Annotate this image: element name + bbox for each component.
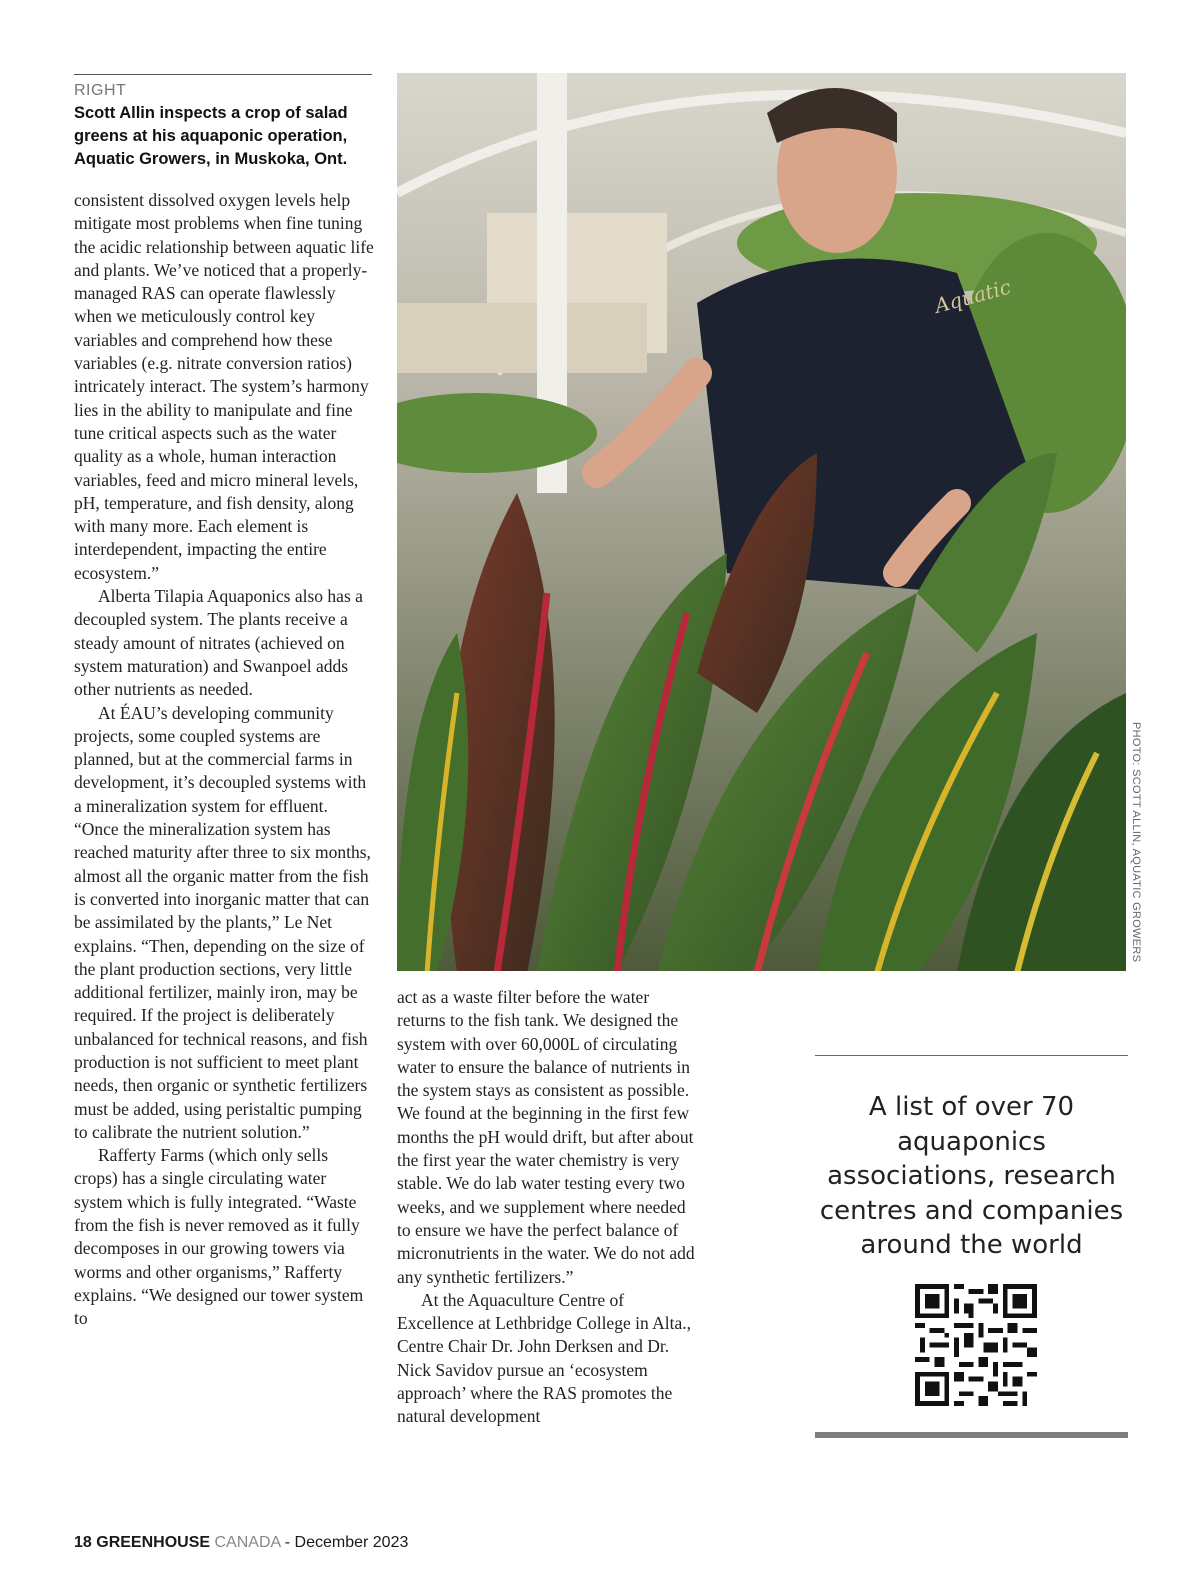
ad-bottom-rule (815, 1432, 1128, 1438)
page-number: 18 (74, 1534, 92, 1551)
issue-date: - December 2023 (284, 1534, 409, 1551)
article-paragraph: At the Aquaculture Centre of Excellence at Lethbridge College in Alta., Centre Chair Dr. John Derksen and Dr. Nick Savidov pursue an ‘ecosystem approach’ where the RAS promotes the natural development (397, 1289, 691, 1427)
article-paragraph: Rafferty Farms (which only sells crops) has a single circulating water system which is fully integrated. “Waste from the fish is never removed as it fully decomposes in our growing towers via worms and other organisms,” Rafferty explains. “We designed our tower system to (74, 1145, 364, 1329)
page-footer (74, 1534, 408, 1552)
aquaponics-list-promo[interactable]: A list of over 70 aquaponics associations, research centres and companies around the world (819, 1092, 1124, 1260)
shirt-logo: Aquatic (932, 274, 1014, 318)
photo-credit (1126, 722, 1146, 972)
article-paragraph: At ÉAU’s developing community projects, some coupled systems are planned, but at the commercial farms in development, it’s decoupled systems with a mineralization system for effluent. “Once the mineralization system has reached maturity after three to six months, almost all the organic matter from the fish is converted into inorganic matter that can be assimilated by the plants,” Le Net explains. “Then, depending on the size of the plant production sections, very little additional fertilizer, mainly iron, may be required. If the project is deliberately unbalanced for technical reasons, and fish production is not sufficient to meet plant needs, then organic or synthetic fertilizers must be added, using peristaltic pumping to calibrate the nutrient solution.” (74, 702, 371, 1142)
article-paragraph: Alberta Tilapia Aquaponics also has a decoupled system. The plants receive a steady amount of nitrates (achieved on system maturation) and Swanpoel adds other nutrients as needed. (74, 586, 363, 700)
publication-name: GREENHOUSE (96, 1534, 211, 1551)
caption-top-rule (74, 74, 372, 75)
caption-text: Scott Allin inspects a crop of salad greens at his aquaponic operation, Aquatic Growers, in Muskoka, Ont. (74, 104, 348, 168)
qr-code-icon[interactable] (915, 1284, 1037, 1406)
article-paragraph: act as a waste filter before the water returns to the fish tank. We designed the system with over 60,000L of circulating water to ensure the balance of nutrients in the system stays as consistent as possible. We found at the beginning in the first few months the pH would drift, but after about the first year the water chemistry is very stable. We do lab water testing every two weeks, and we supplement where needed to ensure we have the perfect balance of micronutrients in the water. We do not add any synthetic fertilizers.” (397, 987, 695, 1287)
photo-credit-text: PHOTO: SCOTT ALLIN, AQUATIC GROWERS (1130, 722, 1142, 963)
article-photo (397, 73, 1126, 971)
article-column-2 (397, 986, 697, 1429)
photo-caption (74, 80, 374, 171)
ad-top-rule (815, 1055, 1128, 1056)
article-paragraph: consistent dissolved oxygen levels help mitigate most problems when fine tuning the acidic relationship between aquatic life and plants. We’ve noticed that a properly-managed RAS can operate flawlessly when we meticulously control key variables and comprehend how these variables (e.g. nitrate conversion ratios) intricately interact. The system’s harmony lies in the ability to manipulate and fine tune critical aspects such as the water quality as a whole, human interaction variables, feed and micro mineral levels, pH, temperature, and fish density, along with many more. Each element is interdependent, impacting the entire ecosystem.” (74, 190, 374, 583)
caption-kicker: RIGHT (74, 82, 127, 99)
article-column-1 (74, 189, 374, 1331)
publication-country: CANADA (214, 1534, 281, 1551)
